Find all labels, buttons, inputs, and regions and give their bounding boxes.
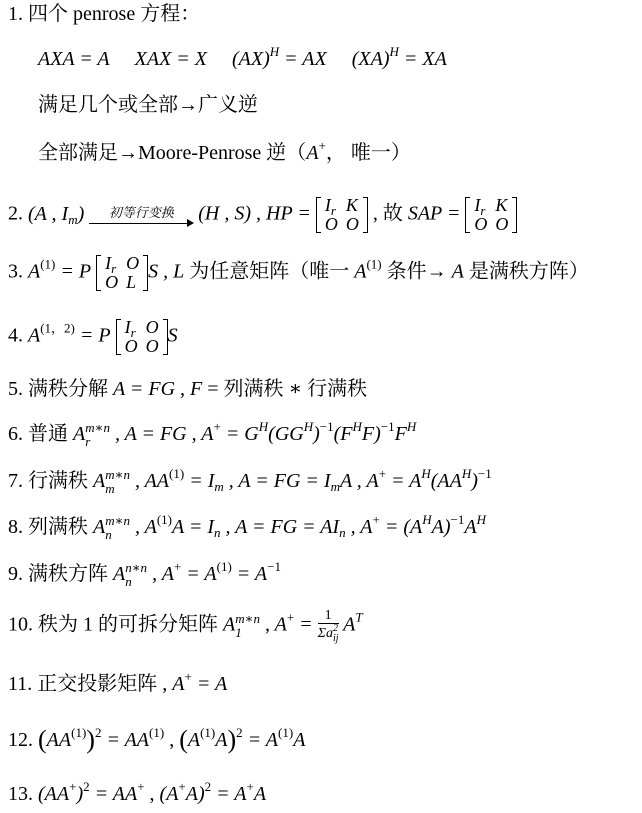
item-13: 13. $(AA^+)^2 = AA^+$ , $(A^+A)^2 = A^+A$: [8, 779, 267, 805]
item-2: 2. (A , $I_m$) 初等行变换 (H , S) , HP = $I_r$ K O O , 故 SAP = $I_r$ K O O: [8, 196, 517, 234]
math: (A , $I_m$): [28, 202, 85, 227]
item-4: 4. $A^{(1,2)} = P$ $I_r$ O O O S: [8, 317, 178, 356]
item-3: 3. $A^{(1)} = P$ $I_r$ O O L S , L 为任意矩阵（唯一 $A^{(1)}$ 条件→ A 是满秩方阵）: [8, 253, 589, 292]
fraction: 1 Σa 2 ij: [317, 608, 339, 644]
matrix-hp: $I_r$ K O O: [316, 196, 368, 234]
penrose-equations: [38, 45, 447, 73]
math: (H , S) , HP =: [198, 202, 311, 225]
item-8: 8. 列满秩 A m∗n n , $A^{(1)}A = I_n$ , A = FG = $AI_n$ , $A^+ = (A^HA)^{-1}A^H$: [8, 512, 486, 543]
item-11: 11. 正交投影矩阵 , A+ = A: [8, 669, 228, 695]
item-text: 四个 penrose 方程：: [28, 3, 201, 25]
item-7: 7. 行满秩 A m∗n m , $AA^{(1)} = I_m$ , A = FG = $I_mA$ , $A^+ = A^H(AA^H)^{-1}$: [8, 466, 492, 497]
item-number: 1.: [8, 3, 23, 25]
item-10: 10. 秩为 1 的可拆分矩阵 A m∗n 1 , A+ = 1 Σa 2 ij $A^T$: [8, 608, 363, 644]
item-number: 12.: [8, 729, 33, 751]
item-12: 12. $(AA^{(1)})^2 = AA^{(1)}$ , $(A^{(1)}A)^2 = A^{(1)}A$: [8, 725, 306, 754]
matrix-a12: $I_r$ O O O: [116, 318, 168, 356]
item-9: 9. 满秩方阵 A n∗n n , $A^+ = A^{(1)} = A^{-1}$: [8, 559, 281, 590]
elementary-row-transform-arrow: 初等行变换: [89, 206, 193, 224]
item-1: [8, 0, 200, 28]
equation-4: (XA)$^H$ = XA: [351, 44, 447, 70]
moore-penrose-note: 全部满足→Moore-Penrose 逆（A+， 唯一）: [38, 138, 411, 164]
equation-3: (AX)$^H$ = AX: [232, 44, 327, 70]
item-number: 7.: [8, 470, 23, 492]
item-number: 8.: [8, 516, 23, 538]
item-number: 10.: [8, 613, 33, 636]
item-5: 5. 满秩分解 A = FG , F = 列满秩 ∗ 行满秩: [8, 378, 368, 400]
matrix-a1: $I_r$ O O L: [96, 254, 148, 292]
equation-1: AXA = A: [38, 48, 110, 70]
item-number: 13.: [8, 783, 33, 805]
item-number: 2.: [8, 202, 23, 225]
equation-2: XAX = X: [134, 48, 208, 70]
item-number: 4.: [8, 324, 23, 347]
item-number: 6.: [8, 423, 23, 445]
item-6: 6. 普通 A m∗n r , A = FG , $A^+ = G^H(GG^H)^{-1}(F^HF)^{-1}F^H$: [8, 419, 417, 450]
item-number: 3.: [8, 260, 23, 283]
matrix-sap: $I_r$ K O O: [465, 196, 517, 234]
item-number: 5.: [8, 378, 23, 400]
generalized-inverse-note: 满足几个或全部→广义逆: [38, 94, 258, 116]
item-number: 9.: [8, 563, 23, 585]
item-number: 11.: [8, 673, 33, 695]
